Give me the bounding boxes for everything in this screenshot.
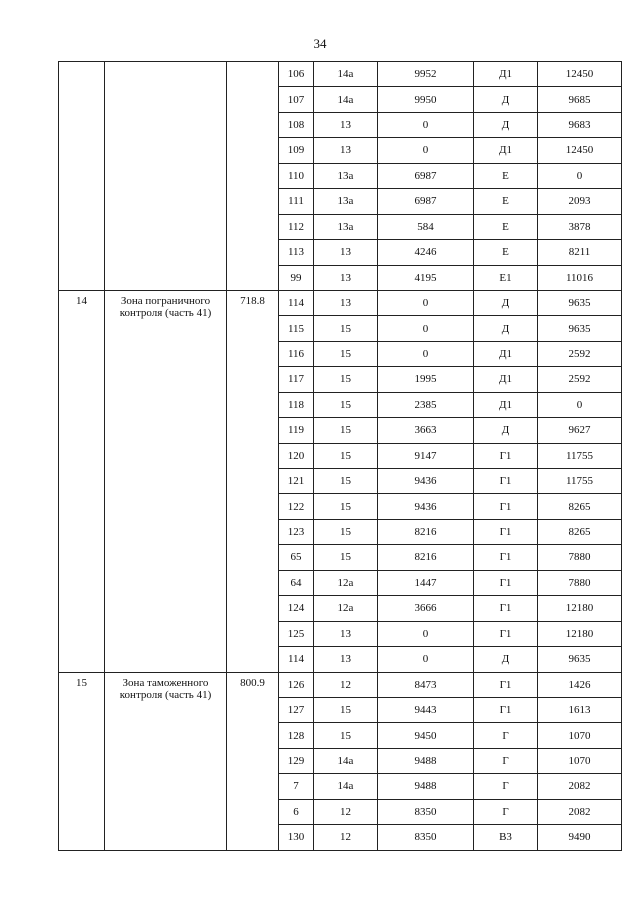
x-coordinate-cell: 9436 [378,494,474,519]
zone-name-cell [105,62,227,291]
block-cell: 15 [314,418,378,443]
block-cell: 13а [314,189,378,214]
letter-code-cell: Е [474,240,538,265]
block-cell: 14а [314,62,378,87]
y-coordinate-cell: 8265 [538,494,622,519]
point-number-cell: 65 [279,545,314,570]
point-number-cell: 110 [279,163,314,188]
point-number-cell: 7 [279,774,314,799]
y-coordinate-cell: 2592 [538,341,622,366]
x-coordinate-cell: 3666 [378,596,474,621]
point-number-cell: 106 [279,62,314,87]
letter-code-cell: Г [474,748,538,773]
y-coordinate-cell: 7880 [538,545,622,570]
letter-code-cell: Д [474,316,538,341]
zone-name-cell: Зона таможенного контроля (часть 41) [105,672,227,850]
x-coordinate-cell: 6987 [378,189,474,214]
block-cell: 15 [314,469,378,494]
block-cell: 15 [314,341,378,366]
x-coordinate-cell: 0 [378,621,474,646]
point-number-cell: 127 [279,697,314,722]
y-coordinate-cell: 1070 [538,748,622,773]
x-coordinate-cell: 1447 [378,570,474,595]
point-number-cell: 129 [279,748,314,773]
x-coordinate-cell: 8473 [378,672,474,697]
point-number-cell: 119 [279,418,314,443]
letter-code-cell: Г1 [474,494,538,519]
x-coordinate-cell: 2385 [378,392,474,417]
letter-code-cell: Е1 [474,265,538,290]
point-number-cell: 130 [279,825,314,850]
y-coordinate-cell: 3878 [538,214,622,239]
y-coordinate-cell: 2592 [538,367,622,392]
point-number-cell: 112 [279,214,314,239]
block-cell: 15 [314,545,378,570]
x-coordinate-cell: 8216 [378,545,474,570]
block-cell: 15 [314,494,378,519]
block-cell: 13 [314,647,378,672]
y-coordinate-cell: 12180 [538,621,622,646]
x-coordinate-cell: 0 [378,316,474,341]
x-coordinate-cell: 4246 [378,240,474,265]
x-coordinate-cell: 0 [378,647,474,672]
y-coordinate-cell: 9685 [538,87,622,112]
block-cell: 12 [314,672,378,697]
y-coordinate-cell: 1613 [538,697,622,722]
block-cell: 15 [314,392,378,417]
letter-code-cell: Д [474,112,538,137]
letter-code-cell: Г1 [474,469,538,494]
letter-code-cell: Д1 [474,367,538,392]
x-coordinate-cell: 8216 [378,519,474,544]
y-coordinate-cell: 12450 [538,62,622,87]
x-coordinate-cell: 9450 [378,723,474,748]
table-row [59,672,622,697]
point-number-cell: 114 [279,647,314,672]
y-coordinate-cell: 0 [538,163,622,188]
x-coordinate-cell: 8350 [378,825,474,850]
block-cell: 15 [314,697,378,722]
letter-code-cell: Д1 [474,392,538,417]
block-cell: 13 [314,112,378,137]
point-number-cell: 121 [279,469,314,494]
y-coordinate-cell: 1426 [538,672,622,697]
block-cell: 14а [314,774,378,799]
letter-code-cell: Е [474,163,538,188]
block-cell: 12 [314,825,378,850]
y-coordinate-cell: 7880 [538,570,622,595]
x-coordinate-cell: 9488 [378,748,474,773]
y-coordinate-cell: 2093 [538,189,622,214]
zone-number-cell [59,62,105,291]
block-cell: 13а [314,163,378,188]
y-coordinate-cell: 8265 [538,519,622,544]
point-number-cell: 111 [279,189,314,214]
block-cell: 13 [314,265,378,290]
block-cell: 12а [314,570,378,595]
y-coordinate-cell: 12450 [538,138,622,163]
point-number-cell: 108 [279,112,314,137]
block-cell: 13 [314,240,378,265]
point-number-cell: 123 [279,519,314,544]
zone-area-cell: 800.9 [227,672,279,850]
x-coordinate-cell: 9950 [378,87,474,112]
point-number-cell: 117 [279,367,314,392]
block-cell: 15 [314,519,378,544]
point-number-cell: 116 [279,341,314,366]
x-coordinate-cell: 9436 [378,469,474,494]
letter-code-cell: Г1 [474,519,538,544]
y-coordinate-cell: 9490 [538,825,622,850]
zone-area-cell: 718.8 [227,290,279,672]
block-cell: 15 [314,367,378,392]
x-coordinate-cell: 8350 [378,799,474,824]
letter-code-cell: Д [474,418,538,443]
point-number-cell: 128 [279,723,314,748]
block-cell: 13 [314,621,378,646]
y-coordinate-cell: 9635 [538,647,622,672]
point-number-cell: 107 [279,87,314,112]
y-coordinate-cell: 2082 [538,799,622,824]
block-cell: 14а [314,87,378,112]
x-coordinate-cell: 584 [378,214,474,239]
letter-code-cell: Г1 [474,570,538,595]
letter-code-cell: Г1 [474,672,538,697]
letter-code-cell: Г [474,774,538,799]
table-row [59,62,622,87]
letter-code-cell: Д [474,647,538,672]
zone-number-cell: 15 [59,672,105,850]
letter-code-cell: Е [474,214,538,239]
y-coordinate-cell: 11755 [538,469,622,494]
letter-code-cell: Г1 [474,697,538,722]
zone-name-cell: Зона пограничного контроля (часть 41) [105,290,227,672]
letter-code-cell: Д1 [474,62,538,87]
y-coordinate-cell: 9683 [538,112,622,137]
point-number-cell: 64 [279,570,314,595]
x-coordinate-cell: 0 [378,138,474,163]
block-cell: 15 [314,443,378,468]
point-number-cell: 125 [279,621,314,646]
letter-code-cell: Д [474,290,538,315]
letter-code-cell: В3 [474,825,538,850]
x-coordinate-cell: 3663 [378,418,474,443]
x-coordinate-cell: 0 [378,341,474,366]
x-coordinate-cell: 0 [378,290,474,315]
table-row [59,290,622,315]
letter-code-cell: Г1 [474,621,538,646]
letter-code-cell: Г1 [474,443,538,468]
block-cell: 13 [314,138,378,163]
letter-code-cell: Г1 [474,545,538,570]
point-number-cell: 99 [279,265,314,290]
block-cell: 15 [314,316,378,341]
letter-code-cell: Д1 [474,138,538,163]
letter-code-cell: Д1 [474,341,538,366]
y-coordinate-cell: 9635 [538,290,622,315]
point-number-cell: 6 [279,799,314,824]
zone-number-cell: 14 [59,290,105,672]
x-coordinate-cell: 6987 [378,163,474,188]
x-coordinate-cell: 0 [378,112,474,137]
letter-code-cell: Е [474,189,538,214]
point-number-cell: 118 [279,392,314,417]
letter-code-cell: Г1 [474,596,538,621]
x-coordinate-cell: 9443 [378,697,474,722]
coordinates-table [58,61,622,851]
block-cell: 14а [314,748,378,773]
point-number-cell: 109 [279,138,314,163]
y-coordinate-cell: 9627 [538,418,622,443]
point-number-cell: 113 [279,240,314,265]
y-coordinate-cell: 11016 [538,265,622,290]
point-number-cell: 122 [279,494,314,519]
y-coordinate-cell: 2082 [538,774,622,799]
x-coordinate-cell: 9488 [378,774,474,799]
page-number: 34 [313,36,327,51]
y-coordinate-cell: 12180 [538,596,622,621]
block-cell: 13а [314,214,378,239]
x-coordinate-cell: 9952 [378,62,474,87]
block-cell: 12а [314,596,378,621]
letter-code-cell: Д [474,87,538,112]
letter-code-cell: Г [474,723,538,748]
block-cell: 13 [314,290,378,315]
x-coordinate-cell: 1995 [378,367,474,392]
y-coordinate-cell: 0 [538,392,622,417]
y-coordinate-cell: 11755 [538,443,622,468]
x-coordinate-cell: 9147 [378,443,474,468]
point-number-cell: 114 [279,290,314,315]
y-coordinate-cell: 9635 [538,316,622,341]
x-coordinate-cell: 4195 [378,265,474,290]
block-cell: 15 [314,723,378,748]
y-coordinate-cell: 1070 [538,723,622,748]
block-cell: 12 [314,799,378,824]
point-number-cell: 126 [279,672,314,697]
point-number-cell: 124 [279,596,314,621]
point-number-cell: 115 [279,316,314,341]
letter-code-cell: Г [474,799,538,824]
point-number-cell: 120 [279,443,314,468]
y-coordinate-cell: 8211 [538,240,622,265]
zone-area-cell [227,62,279,291]
